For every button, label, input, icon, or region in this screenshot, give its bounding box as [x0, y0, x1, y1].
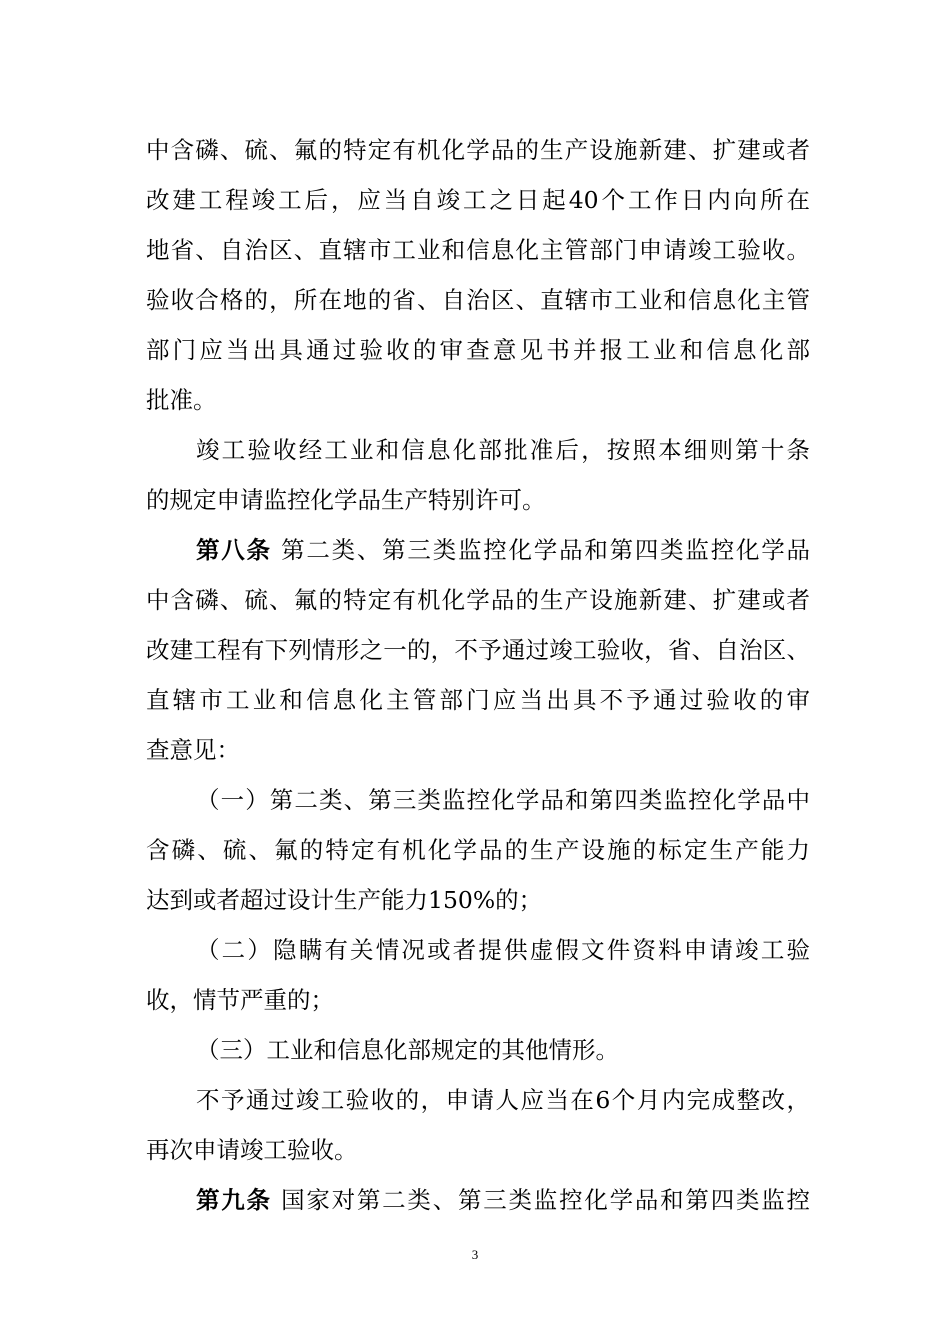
paragraph-line: 不予通过竣工验收的，申请人应当在6个月内完成整改，: [196, 1086, 810, 1114]
paragraph-line: 再次申请竣工验收。: [146, 1136, 358, 1164]
paragraph-line: 中含磷、硫、氟的特定有机化学品的生产设施新建、扩建或者: [146, 586, 810, 614]
page-number: 3: [471, 1247, 479, 1262]
list-item-line: 收，情节严重的；: [146, 986, 334, 1014]
list-item-line: （二）隐瞒有关情况或者提供虚假文件资料申请竣工验: [196, 936, 810, 964]
article-9-label: 第九条: [196, 1186, 272, 1214]
article-8-first-line: [196, 534, 810, 566]
list-item-line: （三）工业和信息化部规定的其他情形。: [196, 1036, 619, 1064]
paragraph-line: 部门应当出具通过验收的审查意见书并报工业和信息化部: [146, 336, 810, 364]
article-9-first-line: [196, 1184, 810, 1216]
list-item-line: 含磷、硫、氟的特定有机化学品的生产设施的标定生产能力: [146, 836, 810, 864]
paragraph-line: 改建工程有下列情形之一的，不予通过竣工验收，省、自治区、: [146, 636, 810, 664]
paragraph-line: 中含磷、硫、氟的特定有机化学品的生产设施新建、扩建或者: [146, 136, 810, 164]
paragraph-line: 竣工验收经工业和信息化部批准后，按照本细则第十条: [196, 436, 810, 464]
paragraph-line: 地省、自治区、直辖市工业和信息化主管部门申请竣工验收。: [146, 236, 810, 264]
paragraph-line-text: 第二类、第三类监控化学品和第四类监控化学品: [281, 536, 810, 564]
paragraph-line: 查意见：: [146, 736, 240, 764]
paragraph-line: 的规定申请监控化学品生产特别许可。: [146, 486, 546, 514]
paragraph-line: 验收合格的，所在地的省、自治区、直辖市工业和信息化主管: [146, 286, 810, 314]
paragraph-line-text: 国家对第二类、第三类监控化学品和第四类监控: [281, 1186, 810, 1214]
paragraph-line: 直辖市工业和信息化主管部门应当出具不予通过验收的审: [146, 686, 810, 714]
article-8-label: 第八条: [196, 536, 272, 564]
list-item-line: （一）第二类、第三类监控化学品和第四类监控化学品中: [196, 786, 810, 814]
paragraph-line: 批准。: [146, 386, 217, 414]
list-item-line: 达到或者超过设计生产能力150%的；: [146, 886, 543, 914]
paragraph-line: 改建工程竣工后，应当自竣工之日起40个工作日内向所在: [146, 186, 810, 214]
